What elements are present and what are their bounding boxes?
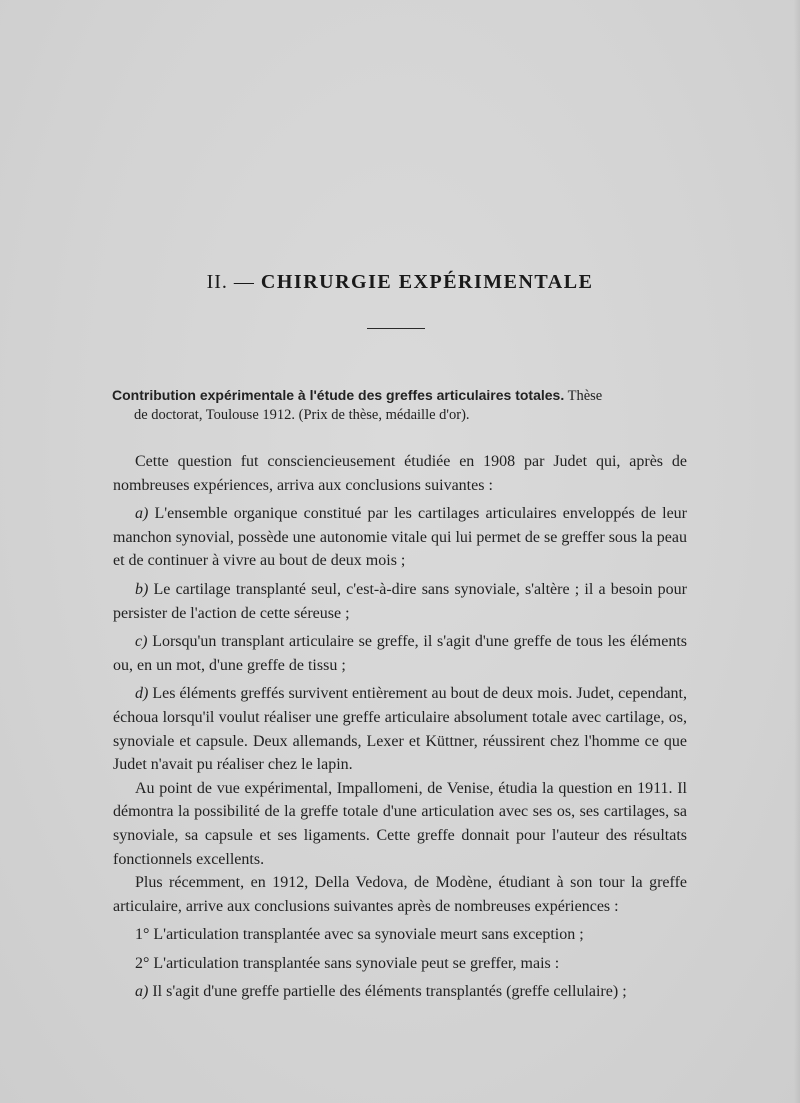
paragraph: a) Il s'agit d'une greffe partielle des éléments transplantés (greffe cellulaire) ;	[135, 983, 627, 1001]
paragraph: 1° L'articulation transplantée avec sa synoviale meurt sans exception ;	[135, 926, 584, 944]
list-label: b)	[135, 580, 149, 598]
list-label: a)	[135, 983, 149, 1001]
paragraph: Au point de vue expérimental, Impallomeni, de Venise, étudia la question en 1911. Il démontra la possibilité de la greffe totale d'une articulation avec ses os, ses cartilages, sa synoviale, sa capsule et ses ligaments. Cette greffe donnait pour l'auteur des résultats fonctionnels excellents.	[113, 779, 687, 868]
paragraph: b) Le cartilage transplanté seul, c'est-à-dire sans synoviale, s'altère ; il a besoin pour persister de l'action de cette séreuse ;	[113, 580, 688, 622]
list-label: d)	[135, 685, 149, 703]
list-label: 1°	[135, 926, 150, 944]
paragraph: Plus récemment, en 1912, Della Vedova, de Modène, étudiant à son tour la greffe articulaire, arrive aux conclusions suivantes après de nombreuses expériences :	[113, 874, 687, 915]
list-label: 2°	[135, 954, 150, 972]
body-text	[113, 450, 687, 1004]
paragraph: d) Les éléments greffés survivent entièrement au bout de deux mois. Judet, cependant, échoua lorsqu'il voulut réaliser une greffe articulaire absolument totale avec cartilage, os, synoviale et capsule. Deux allemands, Lexer et Küttner, réussirent chez l'homme ce que Judet n'avait pu réaliser chez le lapin.	[113, 685, 688, 774]
section-title: CHIRURGIE EXPÉRIMENTALE	[260, 271, 594, 293]
paragraph: c) Lorsqu'un transplant articulaire se greffe, il s'agit d'une greffe de tous les éléments ou, en un mot, d'une greffe de tissu ;	[113, 633, 687, 674]
paragraph: 2° L'articulation transplantée sans synoviale peut se greffer, mais :	[135, 954, 560, 972]
paragraph: a) L'ensemble organique constitué par les cartilages articulaires enveloppés de leur manchon synovial, possède une autonomie vitale qui lui permet de se greffer sous la peau et de continuer à vivre au bout de deux mois ;	[113, 505, 688, 570]
reference-details: de doctorat, Toulouse 1912. (Prix de thèse, médaille d'or).	[134, 407, 470, 423]
heading-divider	[367, 328, 425, 329]
page-edge-shadow	[794, 0, 800, 1103]
list-label: c)	[135, 633, 148, 651]
publication-reference	[112, 386, 688, 425]
reference-type: Thèse	[567, 388, 603, 404]
reference-title: Contribution expérimentale à l'étude des greffes articulaires totales.	[112, 387, 565, 403]
section-heading	[0, 271, 800, 294]
paragraph: Cette question fut consciencieusement étudiée en 1908 par Judet qui, après de nombreuses expériences, arriva aux conclusions suivantes :	[113, 453, 687, 494]
section-number: II. —	[206, 271, 255, 293]
list-label: a)	[135, 505, 149, 523]
